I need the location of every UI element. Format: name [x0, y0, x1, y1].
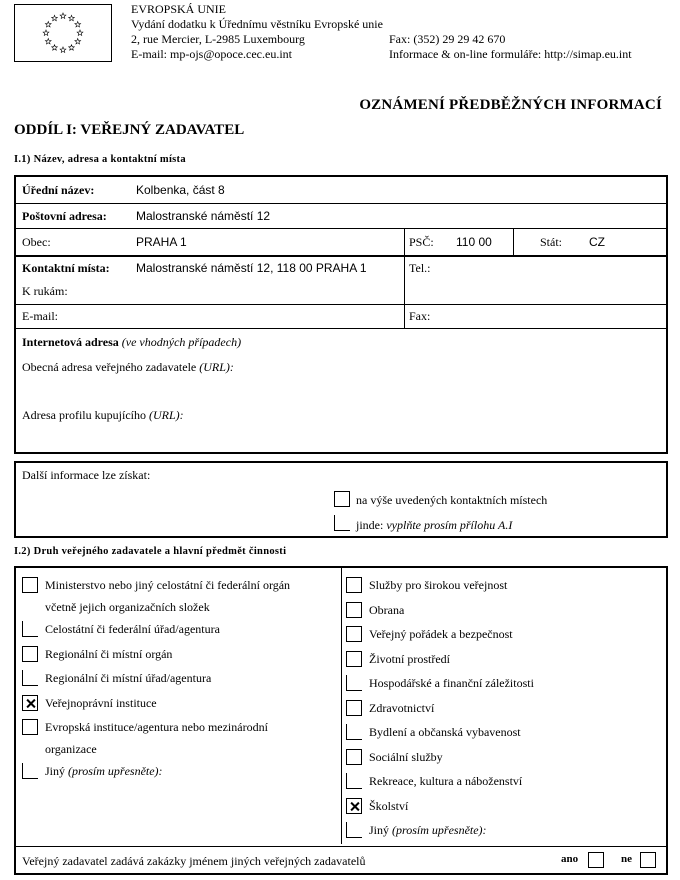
further-info-box	[14, 461, 668, 538]
star-icon	[77, 30, 83, 35]
activity-checkbox[interactable]	[346, 749, 362, 765]
option-label	[369, 750, 443, 765]
eu-flag-logo	[14, 4, 112, 62]
authority-type-checkbox[interactable]	[22, 719, 38, 735]
contact-label: Kontaktní místa:	[22, 261, 110, 275]
option-label-text: Rekreace, kultura a náboženství	[369, 774, 523, 788]
option-label-text: Školství	[369, 799, 409, 813]
postal-address-label: Poštovní adresa:	[22, 209, 107, 223]
option-note: (prosím upřesněte):	[68, 764, 163, 778]
activity-checkbox[interactable]	[346, 822, 362, 838]
eu-stars-icon	[15, 5, 111, 61]
option-label	[369, 701, 434, 716]
star-icon	[52, 45, 58, 50]
option-label-text: Regionální či místní orgán	[45, 647, 173, 661]
s1-address-box	[14, 175, 668, 454]
behalf-yes-checkbox[interactable]	[588, 852, 604, 868]
activity-checkbox[interactable]	[346, 651, 362, 667]
attention-label: K rukám:	[22, 284, 68, 298]
header-address: 2, rue Mercier, L-2985 Luxembourg	[131, 32, 305, 46]
option-label-text: Bydlení a občanská vybavenost	[369, 725, 521, 739]
header-fax: Fax: (352) 29 29 42 670	[389, 32, 506, 46]
authority-type-checkbox[interactable]	[22, 646, 38, 662]
state-value[interactable]: CZ	[589, 235, 605, 249]
option-label	[45, 720, 268, 735]
further-opt2	[356, 518, 512, 533]
further-opt1-label: na výše uvedených kontaktních místech	[356, 493, 548, 507]
authority-type-checkbox[interactable]	[22, 577, 38, 593]
option-label	[45, 622, 220, 637]
option-label	[369, 578, 507, 593]
general-url	[22, 360, 234, 375]
header-info: Informace & on-line formuláře: http://simap.eu.int	[389, 47, 632, 61]
option-label-text: Sociální služby	[369, 750, 443, 764]
option-label	[45, 578, 290, 593]
internet-label: Internetová adresa	[22, 335, 119, 349]
contact-value[interactable]: Malostranské náměstí 12, 118 00 PRAHA 1	[136, 261, 367, 275]
option-label-text: Životní prostředí	[369, 652, 450, 666]
internet-note: (ve vhodných případech)	[121, 335, 242, 349]
further-info-label: Další informace lze získat:	[22, 468, 151, 482]
option-label	[369, 652, 450, 667]
buyer-url-unit: (URL):	[148, 408, 184, 422]
further-opt2-checkbox[interactable]	[334, 515, 350, 531]
option-label	[369, 725, 521, 740]
s1-heading-text: I.1) Název, adresa a kontaktní místa	[14, 154, 186, 165]
option-label-text: Jiný	[45, 764, 66, 778]
general-url-label: Obecná adresa veřejného zadavatele	[22, 360, 197, 374]
option-note: (prosím upřesněte):	[392, 823, 487, 837]
internet-address	[22, 335, 241, 350]
option-label-text: Služby pro širokou veřejnost	[369, 578, 508, 592]
activity-checkbox[interactable]	[346, 602, 362, 618]
option-label-cont: včetně jejich organizačních složek	[45, 600, 210, 614]
header-publisher: Vydání dodatku k Úřednímu věstníku Evropské unie	[131, 17, 383, 31]
star-icon	[60, 13, 66, 18]
behalf-label: Veřejný zadavatel zadává zakázky jménem jiných veřejných zadavatelů	[22, 854, 366, 868]
star-icon	[43, 30, 49, 35]
further-opt2-label: jinde:	[356, 518, 384, 532]
s1-heading	[14, 154, 186, 165]
activity-checkbox[interactable]	[346, 724, 362, 740]
option-label	[45, 671, 211, 686]
s2-heading	[14, 546, 286, 557]
option-label	[45, 696, 157, 711]
option-label	[369, 823, 487, 838]
buyer-url	[22, 408, 184, 423]
activity-checkbox[interactable]	[346, 773, 362, 789]
activity-checkbox[interactable]	[346, 675, 362, 691]
option-label-text: Veřejnoprávní instituce	[45, 696, 157, 710]
authority-type-checkbox[interactable]	[22, 763, 38, 779]
header-org: EVROPSKÁ UNIE	[131, 2, 227, 16]
star-icon	[75, 22, 81, 27]
postal-address-value[interactable]: Malostranské náměstí 12	[136, 209, 271, 223]
authority-type-checkbox[interactable]	[22, 695, 38, 711]
star-icon	[69, 15, 75, 20]
authority-type-checkbox[interactable]	[22, 670, 38, 686]
option-label	[45, 647, 172, 662]
star-icon	[45, 22, 51, 27]
further-opt2-note: vyplňte prosím přílohu A.I	[386, 518, 513, 532]
option-label	[45, 764, 163, 779]
official-name-value[interactable]: Kolbenka, část 8	[136, 183, 225, 197]
state-label: Stát:	[540, 235, 563, 249]
fax-label: Fax:	[409, 309, 431, 323]
activity-checkbox[interactable]	[346, 798, 362, 814]
psc-label: PSČ:	[409, 235, 434, 249]
s2-type-box	[14, 566, 668, 875]
option-label-text: Regionální či místní úřad/agentura	[45, 671, 212, 685]
option-label-text: Celostátní či federální úřad/agentura	[45, 622, 220, 636]
town-label: Obec:	[22, 235, 51, 249]
option-label	[369, 799, 408, 814]
star-icon	[60, 47, 66, 52]
buyer-url-label: Adresa profilu kupujícího	[22, 408, 146, 422]
star-icon	[75, 39, 81, 44]
behalf-no-checkbox[interactable]	[640, 852, 656, 868]
town-value[interactable]: PRAHA 1	[136, 235, 187, 249]
option-label	[369, 603, 404, 618]
option-label-text: Zdravotnictví	[369, 701, 435, 715]
authority-type-checkbox[interactable]	[22, 621, 38, 637]
option-label-text: Jiný	[369, 823, 390, 837]
general-url-unit: (URL):	[199, 360, 234, 374]
activity-checkbox[interactable]	[346, 700, 362, 716]
official-name-label: Úřední název:	[22, 183, 95, 197]
option-label-text: Veřejný pořádek a bezpečnost	[369, 627, 513, 641]
activity-checkbox[interactable]	[346, 626, 362, 642]
psc-value[interactable]: 110 00	[456, 235, 492, 249]
option-label-text: Obrana	[369, 603, 405, 617]
s2-heading-text: I.2) Druh veřejného zadavatele a hlavní předmět činnosti	[14, 546, 287, 557]
form-title: OZNÁMENÍ PŘEDBĚŽNÝCH INFORMACÍ	[359, 97, 662, 113]
star-icon	[69, 45, 75, 50]
option-label	[369, 774, 522, 789]
yes-label: ano	[561, 853, 579, 865]
further-opt1-checkbox[interactable]	[334, 491, 350, 507]
star-icon	[52, 15, 58, 20]
tel-label: Tel.:	[409, 261, 431, 275]
option-label-text: Ministerstvo nebo jiný celostátní či federální orgán	[45, 578, 291, 592]
header-email: E-mail: mp-ojs@opoce.cec.eu.int	[131, 47, 292, 61]
email-label: E-mail:	[22, 309, 58, 323]
activity-checkbox[interactable]	[346, 577, 362, 593]
star-icon	[45, 39, 51, 44]
option-label	[369, 676, 534, 691]
option-label-text: Hospodářské a finanční záležitosti	[369, 676, 534, 690]
option-label-text: Evropská instituce/agentura nebo mezinárodní	[45, 720, 268, 734]
option-label-cont: organizace	[45, 742, 97, 756]
section-title: ODDÍL I: VEŘEJNÝ ZADAVATEL	[14, 122, 245, 138]
option-label	[369, 627, 513, 642]
no-label: ne	[621, 853, 632, 865]
